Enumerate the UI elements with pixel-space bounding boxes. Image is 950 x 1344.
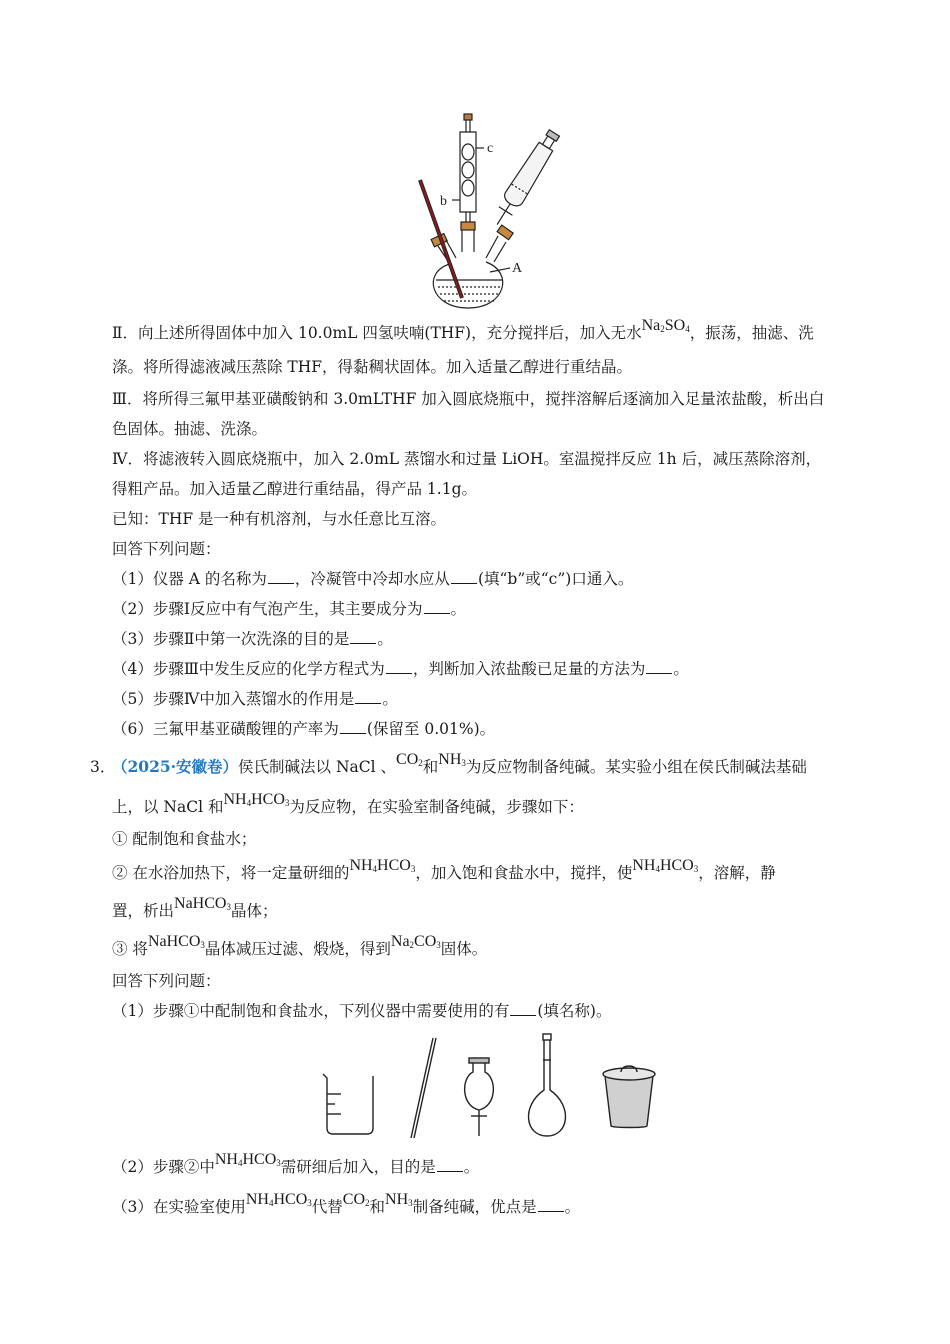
problem3-question-2: （2）步骤②中$NH_4HCO_3$需研细后加入，目的是 。 <box>112 1151 480 1176</box>
known-info: 已知：THF 是一种有机溶剂，与水任意比互溶。 <box>112 510 447 528</box>
formula-nh4hco3: $NH_4HCO_3$ <box>214 1151 281 1168</box>
answer-blank[interactable] <box>424 599 450 614</box>
step2-line2: 涤。将所得滤液减压蒸除 THF，得黏稠状固体。加入适量乙醇进行重结晶。 <box>112 358 633 376</box>
formula-nh4hco3: $NH_4HCO_3$ <box>245 1191 312 1208</box>
question-5: （5）步骤Ⅳ中加入蒸馏水的作用是 。 <box>112 690 398 708</box>
answer-blank[interactable] <box>437 1157 463 1172</box>
problem3-intro: （2025·安徽卷）侯氏制碱法以 NaCl 、$CO_2$和$NH_3$为反应物制备纯碱。某实验小组在侯氏制碱法基础 <box>112 751 807 776</box>
step-2-line2: 置，析出NaHCO$_3$晶体； <box>112 895 278 920</box>
formula-na2co3: $Na_2CO_3$ <box>390 933 441 950</box>
formula-nahco3: NaHCO$_3$ <box>147 933 205 950</box>
problem3-question-3: （3）在实验室使用$NH_4HCO_3$代替$CO_2$和$NH_3$制备纯碱，优点是 。 <box>112 1191 581 1216</box>
question-6: （6）三氟甲基亚磺酸锂的产率为 (保留至 0.01%)。 <box>112 720 496 738</box>
source-tag: （2025·安徽卷） <box>112 757 239 776</box>
problem3-line2: 上，以 NaCl 和$NH_4HCO_3$为反应物，在实验室制备纯碱，步骤如下： <box>112 791 584 816</box>
formula-nh3: $NH_3$ <box>385 1191 413 1208</box>
crucible-icon <box>603 1066 655 1128</box>
separatory-funnel-icon <box>465 1058 494 1136</box>
label-A: A <box>512 261 523 276</box>
volumetric-flask-icon <box>529 1034 566 1136</box>
question-1: （1）仪器 A 的名称为 ，冷凝管中冷却水应从 (填“b”或“c”)口通入。 <box>112 570 634 588</box>
answer-blank[interactable] <box>268 569 294 584</box>
label-b: b <box>440 194 447 209</box>
beaker-icon <box>323 1074 373 1134</box>
question-2: （2）步骤Ⅰ反应中有气泡产生，其主要成分为 。 <box>112 600 467 618</box>
step4-line1: Ⅳ．将滤液转入圆底烧瓶中，加入 2.0mL 蒸馏水和过量 LiOH。室温搅拌反应 1h 后，减压蒸除溶剂， <box>112 450 822 468</box>
step-1: ① 配制饱和食盐水； <box>112 830 257 848</box>
formula-nh3: $NH_3$ <box>438 751 466 768</box>
answer-blank[interactable] <box>386 659 412 674</box>
answer-blank[interactable] <box>510 1001 536 1016</box>
formula-nahco3: NaHCO$_3$ <box>174 895 231 912</box>
question-3: （3）步骤Ⅱ中第一次洗涤的目的是 。 <box>112 630 393 648</box>
answer-blank[interactable] <box>355 689 381 704</box>
answer-blank[interactable] <box>538 1197 564 1212</box>
label-c: c <box>487 141 494 156</box>
step-2-line1: ② 在水浴加热下，将一定量研细的$NH_4HCO_3$，加入饱和食盐水中，搅拌，使$NH_4HCO_3$，溶解，静 <box>112 857 776 882</box>
step4-line2: 得粗产品。加入适量乙醇进行重结晶，得产品 1.1g。 <box>112 480 478 498</box>
instruments-figure <box>315 1030 665 1145</box>
problem3-question-1: （1）步骤①中配制饱和食盐水，下列仪器中需要使用的有 (填名称)。 <box>112 1002 612 1020</box>
formula-nh4hco3: $NH_4HCO_3$ <box>632 857 699 874</box>
problem-number: 3． <box>90 758 116 776</box>
step3-line1: Ⅲ．将所得三氟甲基亚磺酸钠和 3.0mLTHF 加入圆底烧瓶中，搅拌溶解后逐滴加入足量浓盐酸，析出白 <box>112 390 825 408</box>
formula-nh4hco3: $NH_4HCO_3$ <box>223 791 290 808</box>
formula-co2: $CO_2$ <box>396 751 423 768</box>
step-3: ③ 将NaHCO$_3$晶体减压过滤、煅烧，得到$Na_2CO_3$固体。 <box>112 933 488 958</box>
answer-prompt: 回答下列问题： <box>112 540 221 558</box>
question-4: （4）步骤Ⅲ中发生反应的化学方程式为 ，判断加入浓盐酸已足量的方法为 。 <box>112 660 689 678</box>
problem3-prompt: 回答下列问题： <box>112 972 221 990</box>
formula-co2: $CO_2$ <box>342 1191 370 1208</box>
answer-blank[interactable] <box>340 719 366 734</box>
glass-rod-icon <box>411 1038 436 1138</box>
answer-blank[interactable] <box>646 659 672 674</box>
step3-line2: 色固体。抽滤、洗涤。 <box>112 420 268 438</box>
formula-na2so4: $Na_2SO_4$ <box>641 317 690 334</box>
answer-blank[interactable] <box>451 569 477 584</box>
formula-nh4hco3: $NH_4HCO_3$ <box>349 857 416 874</box>
answer-blank[interactable] <box>350 629 376 644</box>
three-neck-flask-apparatus-figure <box>400 112 580 312</box>
step2-line1: Ⅱ．向上述所得固体中加入 10.0mL 四氢呋喃(THF)，充分搅拌后，加入无水$Na_2SO_4$，振荡，抽滤、洗 <box>112 317 814 342</box>
